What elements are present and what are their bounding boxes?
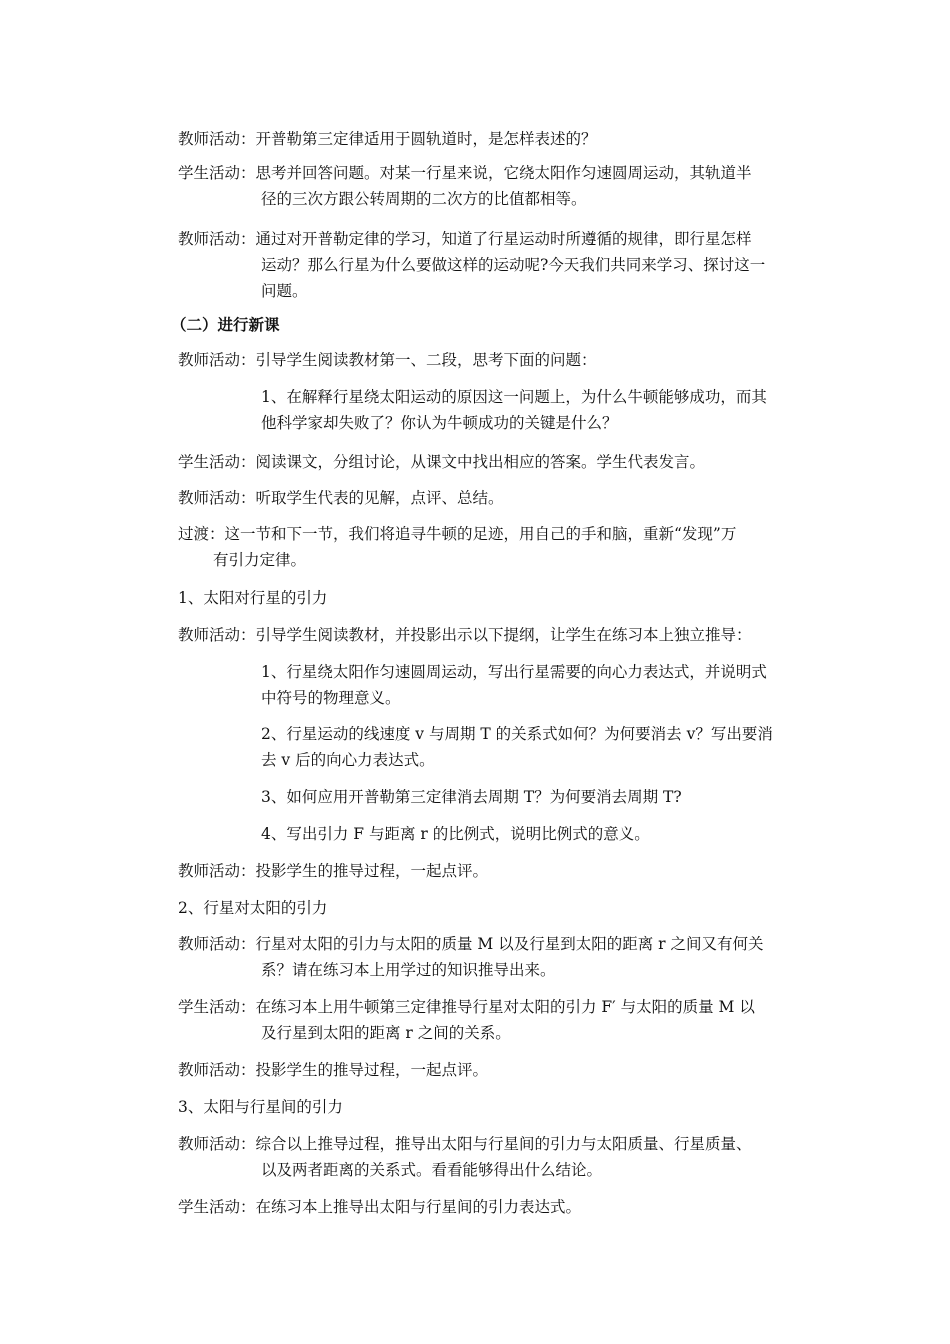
- subsection-heading: 3、太阳与行星间的引力: [178, 1098, 343, 1116]
- paragraph-line: 教师活动：引导学生阅读教材第一、二段，思考下面的问题：: [178, 351, 597, 369]
- paragraph-line: 有引力定律。: [213, 551, 307, 569]
- paragraph-line: 2、行星运动的线速度 v 与周期 T 的关系式如何？为何要消去 v？写出要消: [261, 725, 773, 743]
- paragraph-line: 1、行星绕太阳作匀速圆周运动，写出行星需要的向心力表达式，并说明式: [261, 663, 767, 681]
- paragraph-line: 他科学家却失败了？你认为牛顿成功的关键是什么？: [261, 414, 618, 432]
- subsection-heading: 2、行星对太阳的引力: [178, 899, 328, 917]
- paragraph-line: 1、在解释行星绕太阳运动的原因这一问题上，为什么牛顿能够成功，而其: [261, 388, 767, 406]
- paragraph-line: 学生活动：在练习本上推导出太阳与行星间的引力表达式。: [178, 1198, 582, 1216]
- paragraph-line: 教师活动：引导学生阅读教材，并投影出示以下提纲，让学生在练习本上独立推导：: [178, 626, 752, 644]
- paragraph-line: 运动？那么行星为什么要做这样的运动呢?今天我们共同来学习、探讨这一: [261, 256, 766, 274]
- paragraph-line: 问题。: [261, 282, 308, 300]
- paragraph-line: 教师活动：投影学生的推导过程，一起点评。: [178, 1061, 489, 1079]
- paragraph-line: 教师活动：综合以上推导过程，推导出太阳与行星间的引力与太阳质量、行星质量、: [178, 1135, 752, 1153]
- paragraph-line: 去 v 后的向心力表达式。: [261, 751, 435, 769]
- paragraph-line: 中符号的物理意义。: [261, 689, 401, 707]
- paragraph-line: 教师活动：开普勒第三定律适用于圆轨道时，是怎样表述的？: [178, 130, 597, 148]
- subsection-heading: 1、太阳对行星的引力: [178, 589, 328, 607]
- section-heading: （二）进行新课: [171, 315, 280, 334]
- paragraph-line: 及行星到太阳的距离 r 之间的关系。: [261, 1024, 511, 1042]
- paragraph-line: 教师活动：行星对太阳的引力与太阳的质量 M 以及行星到太阳的距离 r 之间又有何关: [178, 935, 764, 953]
- paragraph-line: 系？请在练习本上用学过的知识推导出来。: [261, 961, 556, 979]
- paragraph-line: 学生活动：思考并回答问题。对某一行星来说，它绕太阳作匀速圆周运动，其轨道半: [178, 164, 752, 182]
- paragraph-line: 径的三次方跟公转周期的二次方的比值都相等。: [261, 190, 587, 208]
- paragraph-line: 教师活动：通过对开普勒定律的学习，知道了行星运动时所遵循的规律，即行星怎样: [178, 230, 752, 248]
- paragraph-line: 教师活动：投影学生的推导过程，一起点评。: [178, 862, 489, 880]
- paragraph-line: 教师活动：听取学生代表的见解，点评、总结。: [178, 489, 504, 507]
- paragraph-line: 过渡：这一节和下一节，我们将追寻牛顿的足迹，用自己的手和脑，重新“发现”万: [178, 525, 737, 543]
- paragraph-line: 以及两者距离的关系式。看看能够得出什么结论。: [261, 1161, 603, 1179]
- paragraph-line: 3、如何应用开普勒第三定律消去周期 T？为何要消去周期 T?: [261, 788, 682, 806]
- paragraph-line: 4、写出引力 F 与距离 r 的比例式，说明比例式的意义。: [261, 825, 650, 843]
- paragraph-line: 学生活动：阅读课文，分组讨论，从课文中找出相应的答案。学生代表发言。: [178, 453, 706, 471]
- paragraph-line: 学生活动：在练习本上用牛顿第三定律推导行星对太阳的引力 F′ 与太阳的质量 M 以: [178, 998, 755, 1016]
